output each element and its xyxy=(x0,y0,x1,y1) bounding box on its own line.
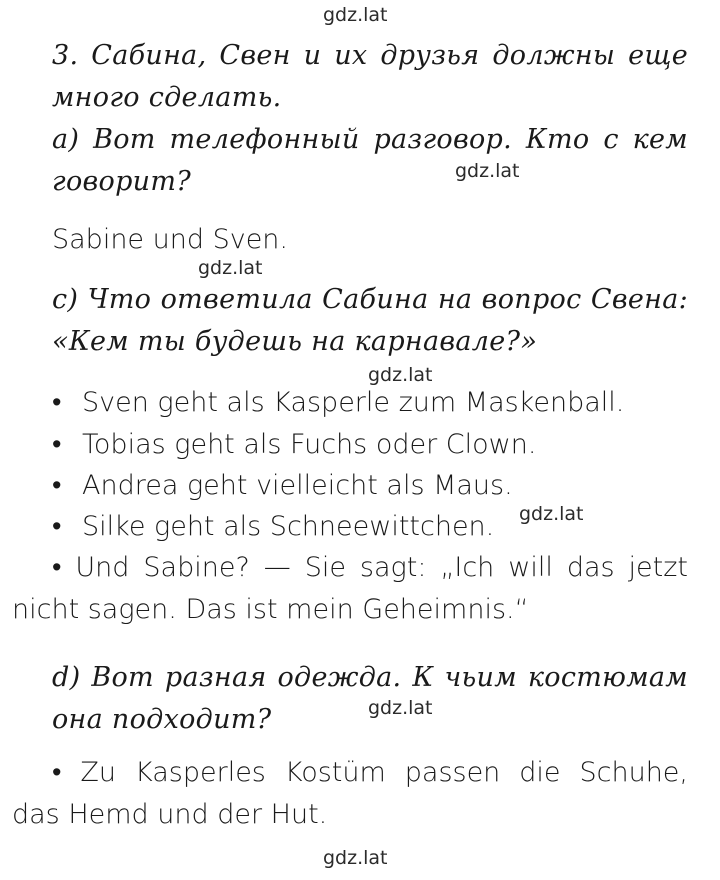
list-item xyxy=(52,429,536,460)
watermark: gdz.lat xyxy=(323,4,388,26)
part-a-question-line-2: говорит? xyxy=(52,166,192,197)
part-d-question-line-2: она подходит? xyxy=(52,704,272,735)
watermark: gdz.lat xyxy=(323,847,388,869)
list-item-text: Sven geht als Kasperle zum Maskenball. xyxy=(82,387,625,418)
part-a-answer: Sabine und Sven. xyxy=(52,224,288,255)
list-item xyxy=(52,470,513,501)
list-item-text: Silke geht als Schneewittchen. xyxy=(82,511,495,542)
part-c-question-line-2: «Кем ты будешь на карнавале?» xyxy=(52,326,538,357)
part-a-question-line-1: а) Вот телефонный разговор. Кто с кем xyxy=(52,124,688,155)
part-d-answer-line-2: das Hemd und der Hut. xyxy=(12,799,328,830)
part-d-question-line-1: d) Вот разная одежда. К чьим костюмам xyxy=(52,662,688,693)
watermark: gdz.lat xyxy=(198,257,263,279)
bullet: • xyxy=(52,511,62,542)
watermark: gdz.lat xyxy=(368,364,433,386)
sabine-paragraph-line-2: nicht sagen. Das ist mein Geheimnis.“ xyxy=(12,594,529,625)
bullet: • xyxy=(52,470,62,501)
bullet: • xyxy=(52,429,62,460)
list-item-text: Andrea geht vielleicht als Maus. xyxy=(82,470,513,501)
bullet: • xyxy=(52,387,62,418)
watermark: gdz.lat xyxy=(368,697,433,719)
part-c-question-line-1: с) Что ответила Сабина на вопрос Свена: xyxy=(52,284,688,315)
watermark: gdz.lat xyxy=(455,160,520,182)
task-heading-line-1: 3. Сабина, Свен и их друзья должны еще xyxy=(52,40,688,71)
list-item xyxy=(52,387,624,418)
list-item xyxy=(52,511,494,542)
list-item-text: Tobias geht als Fuchs oder Clown. xyxy=(82,429,537,460)
watermark: gdz.lat xyxy=(519,503,584,525)
sabine-paragraph-line-1: • Und Sabine? — Sie sagt: „Ich will das jetzt xyxy=(52,552,688,583)
part-d-answer-line-1: • Zu Kasperles Kostüm passen die Schuhe, xyxy=(52,757,688,788)
task-heading-line-2: много сделать. xyxy=(52,82,282,113)
